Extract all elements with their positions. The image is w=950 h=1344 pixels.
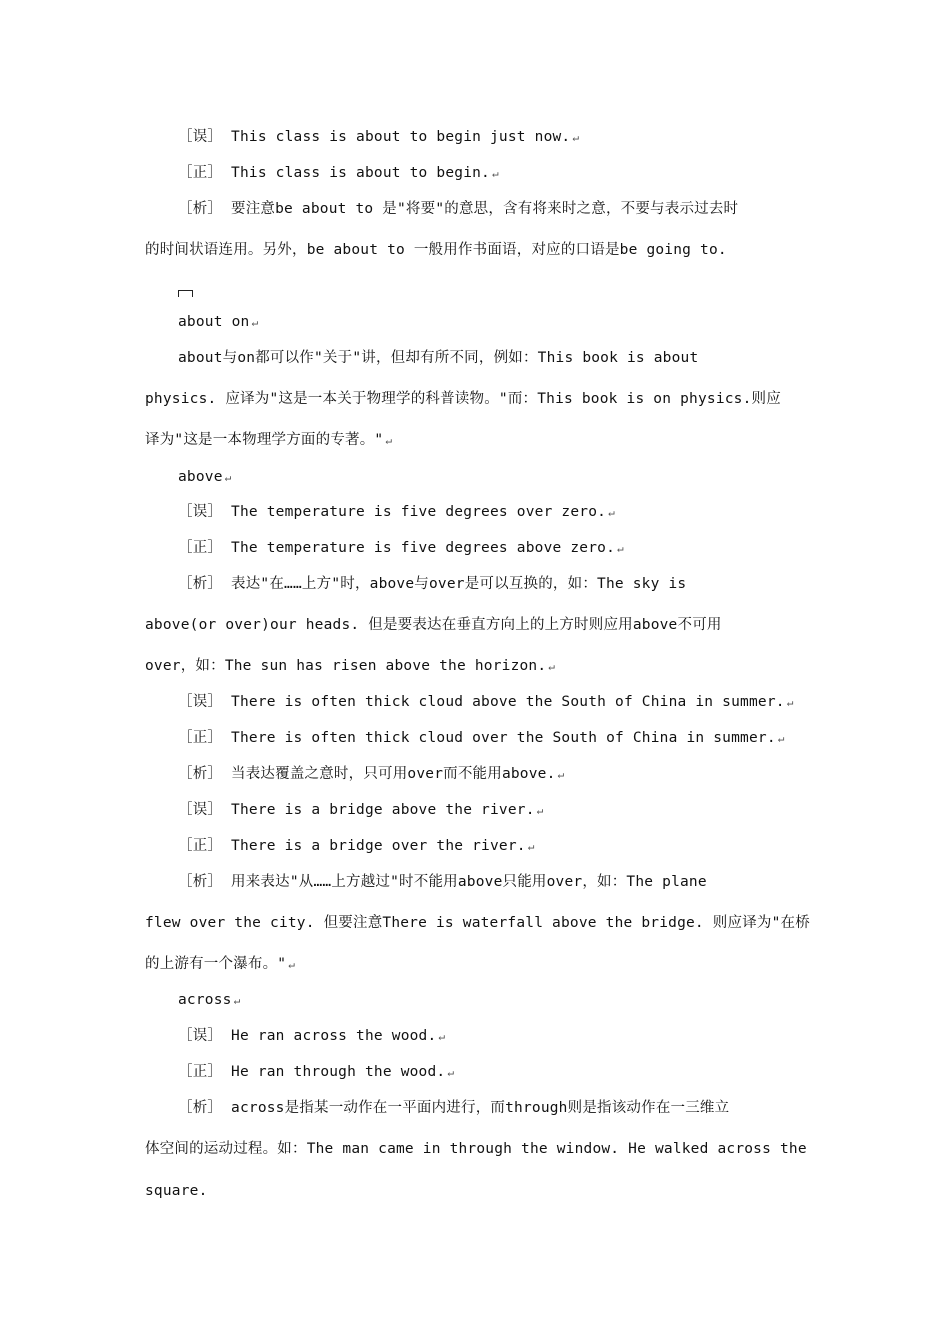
paragraph-mark-icon: ↵ [233,994,241,1007]
paragraph-mark-icon: ↵ [608,506,615,519]
text-line: physics. 应译为"这是一本关于物理学的科普读物。"而：This book is on physics.则应 [145,391,781,407]
text-line: ［正］ He ran through the wood. ↵ [178,1064,455,1080]
bracket-mark-icon [178,290,193,297]
paragraph-mark-icon: ↵ [385,434,393,447]
text-line: ［析］ 要注意be about to 是"将要"的意思，含有将来时之意，不要与表示过去时 [178,201,739,217]
text-line: ［正］ There is often thick cloud over the South of China in summer. ↵ [178,730,785,746]
text-line: ［正］ There is a bridge over the river. ↵ [178,838,535,854]
text-line: ［正］ This class is about to begin. ↵ [178,165,499,181]
heading-across: across ↵ [178,992,241,1008]
paragraph-mark-icon: ↵ [224,471,232,484]
text-line: ［误］ There is a bridge above the river. ↵ [178,802,544,818]
paragraph-mark-icon: ↵ [288,958,296,971]
paragraph-mark-icon: ↵ [548,660,556,673]
paragraph-mark-icon: ↵ [557,768,565,781]
paragraph-mark-icon: ↵ [536,804,544,817]
text-line: ［析］ 用来表达"从……上方越过"时不能用above只能用over，如：The plane [178,874,707,890]
paragraph-mark-icon: ↵ [572,131,580,144]
text-line: flew over the city. 但要注意There is waterfall above the bridge. 则应译为"在桥 [145,915,810,931]
text-line: ［析］ across是指某一动作在一平面内进行，而through则是指该动作在一三维立 [178,1100,730,1116]
text-line: ［析］ 表达"在……上方"时，above与over是可以互换的，如：The sky is [178,576,687,592]
text-line: ［析］ 当表达覆盖之意时，只可用over而不能用above. ↵ [178,766,565,782]
text-line: ［误］ The temperature is five degrees over zero. ↵ [178,504,615,520]
heading-about-on: about on ↵ [178,314,259,330]
paragraph-mark-icon: ↵ [777,732,785,745]
text-line: square. [145,1183,208,1199]
heading-above: above ↵ [178,469,232,485]
paragraph-mark-icon: ↵ [447,1066,455,1079]
text-line: ［误］ He ran across the wood. ↵ [178,1028,446,1044]
text-line: 体空间的运动过程。如：The man came in through the window. He walked across the [145,1141,807,1157]
paragraph-mark-icon: ↵ [492,167,499,180]
text-line: ［误］ This class is about to begin just now. ↵ [178,129,580,145]
text-line: over，如：The sun has risen above the horizon. ↵ [145,658,556,674]
text-line: about与on都可以作"关于"讲，但却有所不同，例如：This book is about [178,350,699,366]
paragraph-mark-icon: ↵ [251,316,259,329]
text-line: 的时间状语连用。另外，be about to 一般用作书面语，对应的口语是be going to. [145,242,727,258]
text-line: above(or over)our heads. 但是要表达在垂直方向上的上方时则应用above不可用 [145,617,722,633]
text-line: 的上游有一个瀑布。" ↵ [145,956,296,972]
text-line: ［误］ There is often thick cloud above the South of China in summer. ↵ [178,694,794,710]
text-line: 译为"这是一本物理学方面的专著。" ↵ [145,432,393,448]
paragraph-mark-icon: ↵ [617,542,624,555]
paragraph-mark-icon: ↵ [527,840,535,853]
paragraph-mark-icon: ↵ [438,1030,446,1043]
text-line: ［正］ The temperature is five degrees above zero. ↵ [178,540,624,556]
paragraph-mark-icon: ↵ [786,696,794,709]
